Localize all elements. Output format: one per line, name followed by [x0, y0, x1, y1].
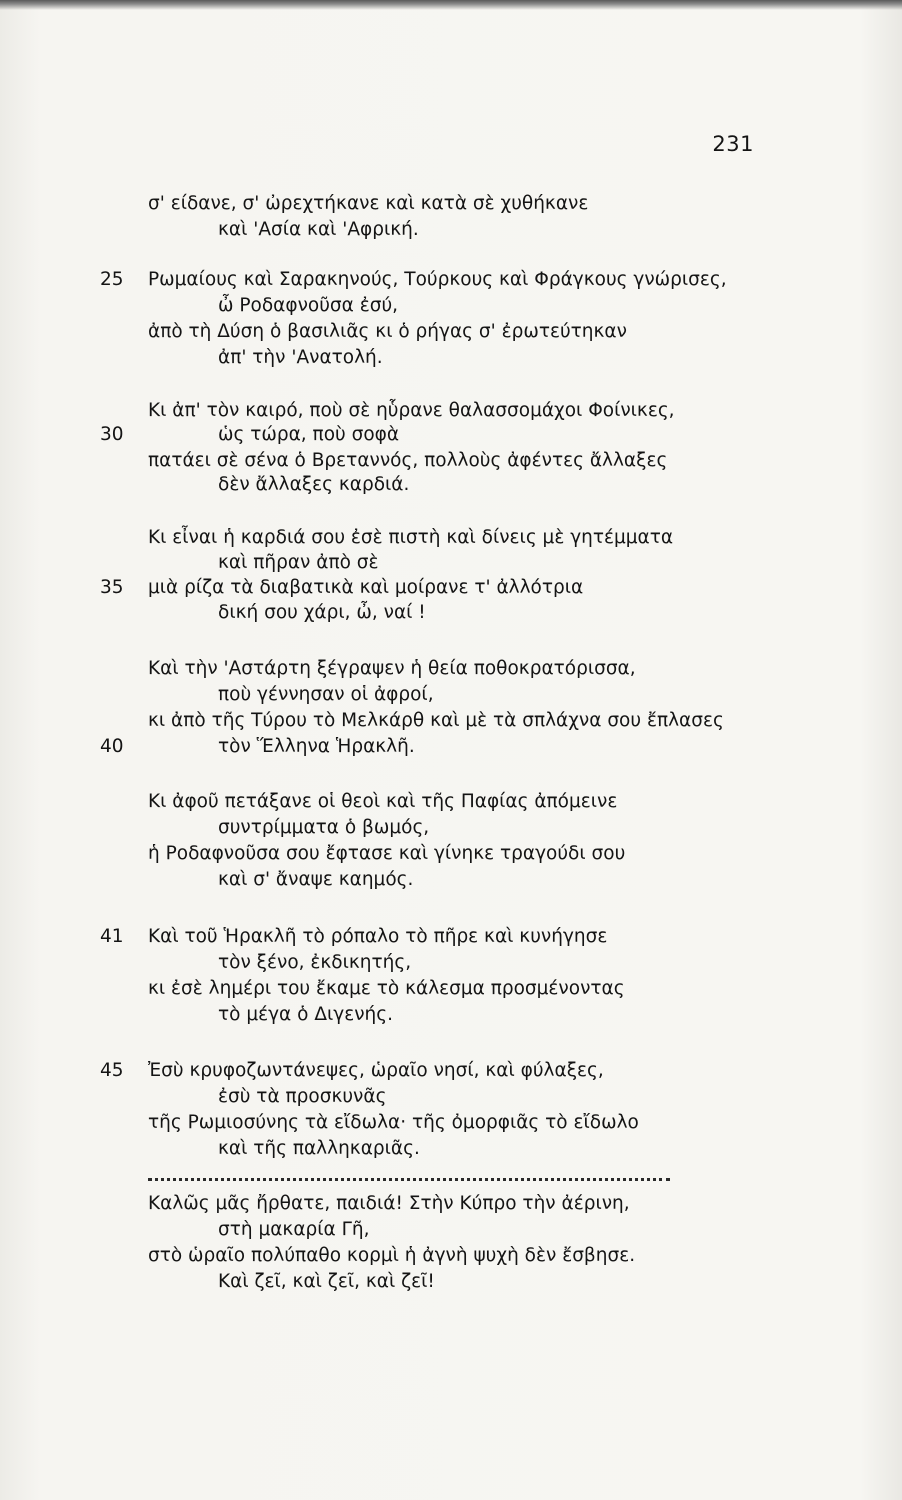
poem-line: Ἐσὺ κρυφοζωντάνεψες, ὡραῖο νησί, καὶ φύλαξες, — [148, 1060, 604, 1081]
poem-line: πατάει σὲ σένα ὁ Βρεταννός, πολλοὺς ἀφέντες ἄλλαξες — [148, 450, 668, 471]
line-number: 45 — [100, 1060, 124, 1081]
poem-line: Κι εἶναι ἡ καρδιά σου ἐσὲ πιστὴ καὶ δίνεις μὲ γητέμματα — [148, 527, 674, 548]
poem-line: συντρίμματα ὁ βωμός, — [218, 817, 430, 838]
poem-line: Ρωμαίους καὶ Σαρακηνούς, Τούρκους καὶ Φράγκους γνώρισες, — [148, 269, 727, 290]
poem-line: σ' είδανε, σ' ὠρεχτήκανε καὶ κατὰ σὲ χυθήκανε — [148, 193, 589, 214]
line-number: 35 — [100, 577, 124, 598]
poem-line: δική σου χάρι, ὦ, ναί ! — [218, 602, 426, 623]
poem-line: στὸ ὡραῖο πολύπαθο κορμὶ ἡ ἀγνὴ ψυχὴ δὲν ἔσβησε. — [148, 1245, 636, 1266]
poem-line: Καὶ τὴν 'Αστάρτη ξέγραψεν ἡ θεία ποθοκρατόρισσα, — [148, 658, 636, 679]
poem-line: τὸν Ἕλληνα Ἡρακλῆ. — [218, 736, 415, 757]
poem-line: καὶ τῆς παλληκαριᾶς. — [218, 1138, 420, 1159]
poem-line: Κι ἀπ' τὸν καιρό, ποὺ σὲ ηὗρανε θαλασσομάχοι Φοίνικες, — [148, 400, 675, 421]
poem-line: Καὶ ζεῖ, καὶ ζεῖ, καὶ ζεῖ! — [218, 1271, 435, 1292]
line-number: 41 — [100, 926, 124, 947]
dotted-separator — [148, 1178, 670, 1181]
poem-line: τῆς Ρωμιοσύνης τὰ εἴδωλα· τῆς ὀμορφιᾶς τὸ εἴδωλο — [148, 1112, 639, 1133]
poem-line: τὸν ξένο, ἐκδικητής, — [218, 952, 412, 973]
page-number: 231 — [712, 132, 754, 156]
poem-line: Κι ἀφοῦ πετάξανε οἱ θεοὶ καὶ τῆς Παφίας ἀπόμεινε — [148, 791, 618, 812]
poem-line: κι ἐσὲ λημέρι του ἔκαμε τὸ κάλεσμα προσμένοντας — [148, 978, 625, 999]
poem-line: ἡ Ροδαφνοῦσα σου ἔφτασε καὶ γίνηκε τραγούδι σου — [148, 843, 626, 864]
poem-line: καὶ 'Ασία καὶ 'Αφρική. — [218, 219, 419, 240]
poem-line: ἀπὸ τὴ Δύση ὁ βασιλιᾶς κι ὁ ρήγας σ' ἐρωτεύτηκαν — [148, 321, 627, 342]
poem-line: Καλῶς μᾶς ἤρθατε, παιδιά! Στὴν Κύπρο τὴν ἀέρινη, — [148, 1193, 630, 1214]
line-number: 25 — [100, 269, 124, 290]
page-top-edge — [0, 0, 902, 10]
poem-line: ποὺ γέννησαν οἱ ἀφροί, — [218, 684, 434, 705]
poem-line: ὦ Ροδαφνοῦσα ἐσύ, — [218, 295, 399, 316]
poem-line: καὶ πῆραν ἀπὸ σὲ — [218, 552, 379, 573]
line-number: 40 — [100, 736, 124, 757]
poem-line: μιὰ ρίζα τὰ διαβατικὰ καὶ μοίρανε τ' ἀλλότρια — [148, 577, 584, 598]
poem-line: ἀπ' τὴν 'Ανατολή. — [218, 347, 383, 368]
poem-line: Καὶ τοῦ Ἡρακλῆ τὸ ρόπαλο τὸ πῆρε καὶ κυνήγησε — [148, 926, 608, 947]
poem-line: κι ἀπὸ τῆς Τύρου τὸ Μελκάρθ καὶ μὲ τὰ σπλάχνα σου ἔπλασες — [148, 710, 724, 731]
poem-line: τὸ μέγα ὁ Διγενής. — [218, 1004, 393, 1025]
poem-line: στὴ μακαρία Γῆ, — [218, 1219, 370, 1240]
poem-line: καὶ σ' ἄναψε καημός. — [218, 869, 414, 890]
line-number: 30 — [100, 424, 124, 445]
poem-line: ἐσὺ τὰ προσκυνᾶς — [218, 1086, 387, 1107]
poem-line: δὲν ἄλλαξες καρδιά. — [218, 474, 410, 495]
poem-line: ὡς τώρα, ποὺ σοφὰ — [218, 424, 400, 445]
